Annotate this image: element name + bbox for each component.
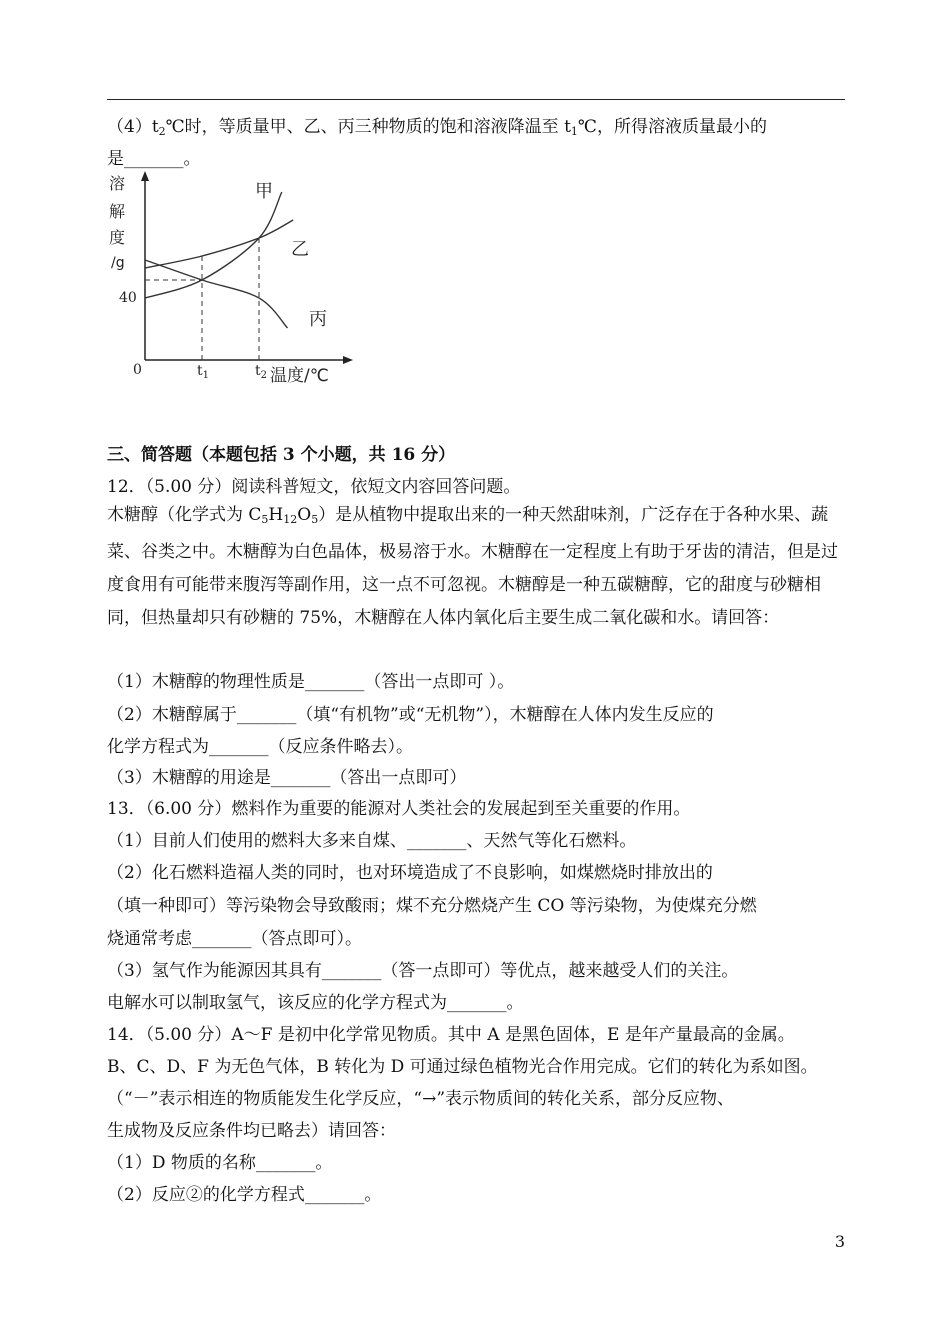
q13-sub-3a: （3）氢气作为能源因其具有_______（答一点即可）等优点，越来越受人们的关注。 (107, 961, 739, 981)
q14-intro: 14．（5.00 分）A～F 是初中化学常见物质。其中 A 是黑色固体，E 是年产量最高的金属。 (107, 1025, 795, 1045)
q4-line-2: 是_______。 (107, 149, 201, 169)
q14-line-2: B、C、D、F 为无色气体，B 转化为 D 可通过绿色植物光合作用完成。它们的转化为系如图。 (107, 1057, 818, 1077)
y-label-char-3: 度 (109, 228, 126, 247)
section-3-heading: 三、简答题（本题包括 3 个小题，共 16 分） (107, 445, 456, 465)
q14-sub-1: （1）D 物质的名称_______。 (107, 1153, 333, 1173)
q12-intro: 12．（5.00 分）阅读科普短文，依短文内容回答问题。 (107, 477, 521, 497)
header-rule (107, 99, 845, 100)
solubility-chart (107, 165, 367, 390)
x-axis-arrow (343, 356, 353, 364)
origin-label: 0 (133, 362, 142, 378)
x-axis-label: 温度/℃ (270, 366, 329, 386)
series-bing-curve (145, 260, 288, 328)
y-label-char-4: /g (111, 255, 125, 271)
q13-intro: 13．（6.00 分）燃料作为重要的能源对人类社会的发展起到至关重要的作用。 (107, 799, 691, 819)
q13-sub-3b: 电解水可以制取氢气，该反应的化学方程式为_______。 (107, 993, 524, 1013)
q14-sub-2: （2）反应②的化学方程式_______。 (107, 1185, 382, 1205)
x-tick-t1: $t_1$ (197, 363, 210, 381)
page-number: 3 (834, 1232, 845, 1251)
series-jia-label: 甲 (255, 181, 273, 202)
q13-sub-2c: 烧通常考虑_______（答点即可）。 (107, 929, 362, 949)
q12-sub-2b: 化学方程式为_______（反应条件略去）。 (107, 737, 413, 757)
series-yi-curve (145, 220, 293, 268)
x-tick-t2: $t_2$ (255, 363, 268, 381)
q14-line-4: 生成物及反应条件均已略去）请回答： (107, 1121, 396, 1141)
y-axis-arrow (141, 171, 149, 181)
series-bing-label: 丙 (309, 309, 327, 330)
q4-line-1: $(4)t_2℃$时，等质量甲、乙、丙三种物质的饱和溶液降温至 $t_1℃$，所得溶液质量最小的 (107, 117, 767, 138)
q13-sub-1: （1）目前人们使用的燃料大多来自煤、_______、天然气等化石燃料。 (107, 831, 637, 851)
q13-sub-2a: （2）化石燃料造福人类的同时，也对环境造成了不良影响，如煤燃烧时排放出的 (107, 863, 713, 883)
series-yi-label: 乙 (291, 239, 309, 260)
y-tick-40: 40 (119, 290, 137, 306)
q12-passage: 木糖醇（化学式为 $C_5H_{12}O_5$）是从植物中提取出来的一种天然甜味剂，广泛存在于各种水果、蔬菜、谷类之中。木糖醇为白色晶体，极易溶于水。木糖醇在一定程度上有助于牙齿的清洁，但是过度食用有可能带来腹泻等副作用，这一点不可忽视。木糖醇是一种五碳糖醇，它的甜度与砂糖相同，但热量却只有砂糖的 75%，木糖醇在人体内氧化后主要生成二氧化碳和水。请回答： (107, 505, 838, 628)
q14-line-3: （“－”表示相连的物质能发生化学反应，“→”表示物质间的转化关系，部分反应物、 (107, 1089, 735, 1109)
q13-sub-2b: （填一种即可）等污染物会导致酸雨；煤不充分燃烧产生 CO 等污染物，为使煤充分燃 (107, 896, 757, 916)
series-jia-curve (145, 192, 282, 298)
q12-sub-2a: （2）木糖醇属于_______（填“有机物”或“无机物”），木糖醇在人体内发生反应的 (107, 705, 714, 725)
q12-sub-3: （3）木糖醇的用途是_______（答出一点即可） (107, 768, 467, 788)
y-label-char-2: 解 (109, 202, 126, 221)
q12-sub-1: （1）木糖醇的物理性质是_______（答出一点即可 ）。 (107, 672, 515, 692)
y-label-char-1: 溶 (109, 174, 126, 193)
